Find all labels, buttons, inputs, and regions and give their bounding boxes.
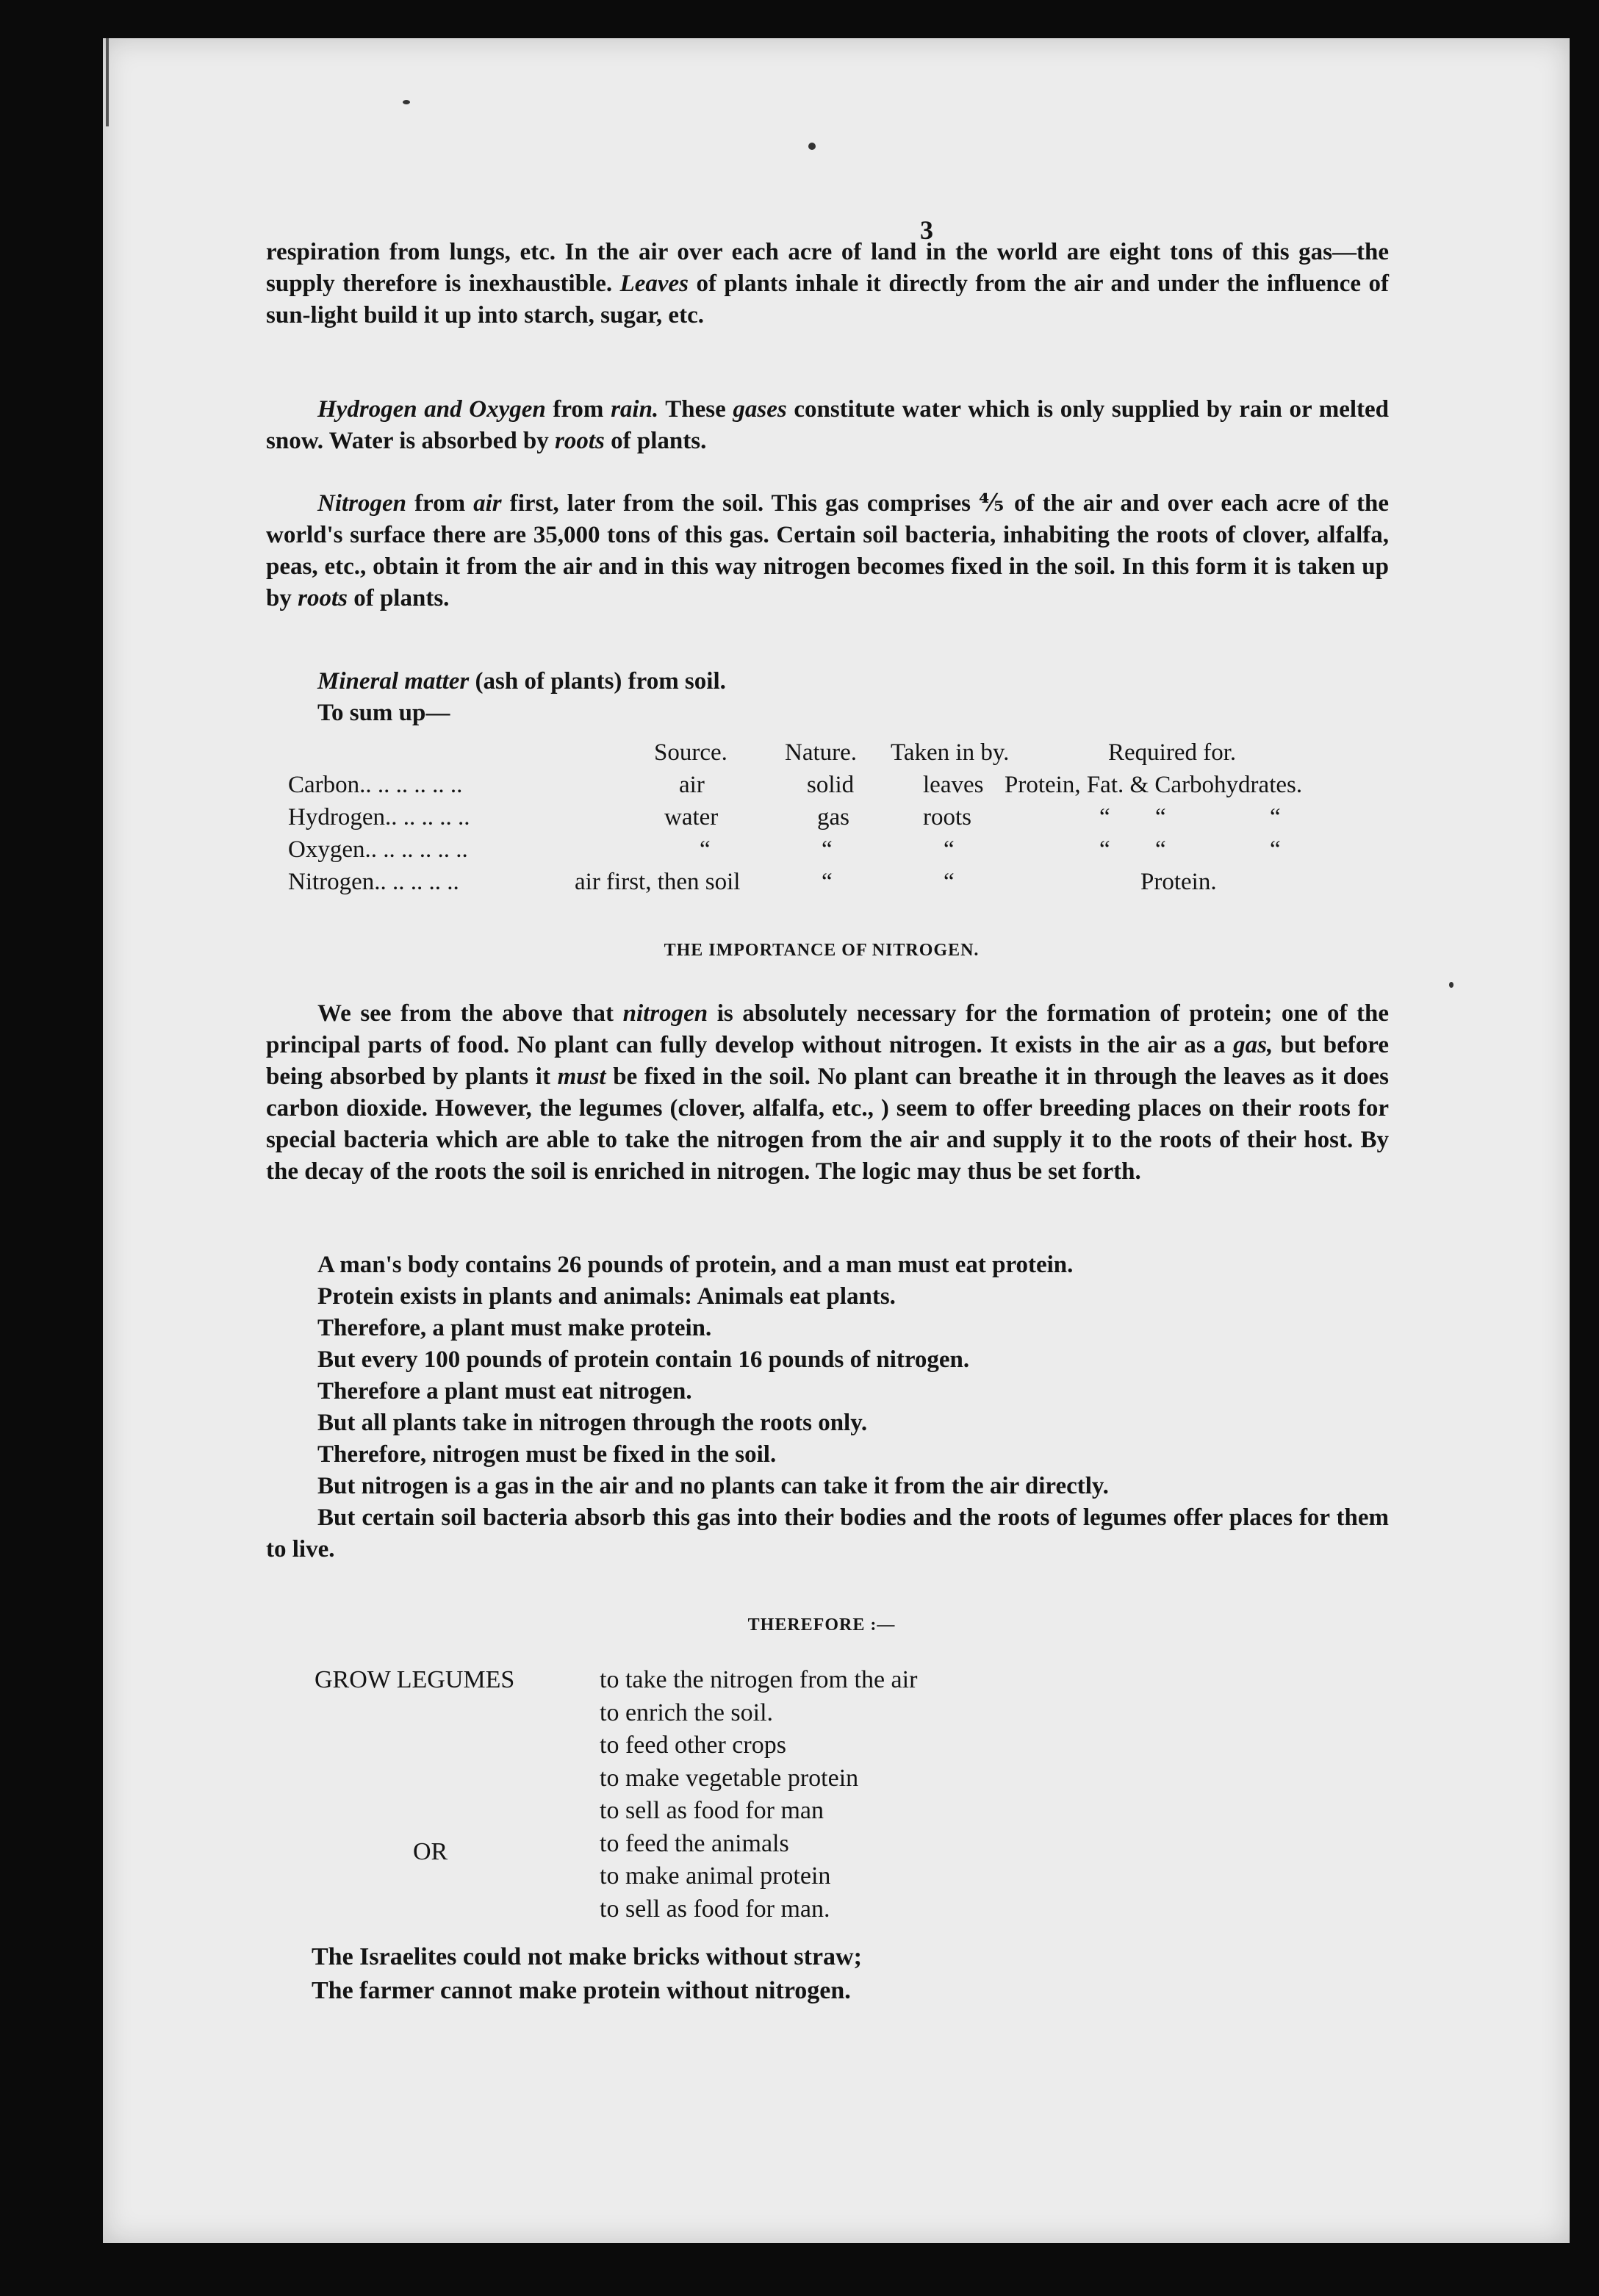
text-run: from (406, 490, 474, 517)
header-required-for: Required for. (1108, 739, 1237, 766)
list-item: to feed the animals (600, 1829, 789, 1857)
cell-element: Nitrogen.. .. .. .. .. (288, 869, 459, 895)
text-run-italic: nitrogen (622, 1000, 708, 1027)
paragraph-mineral-matter (266, 666, 1389, 729)
logic-line: Protein exists in plants and animals: Animals eat plants. (317, 1283, 896, 1310)
list-item: to sell as food for man. (600, 1895, 830, 1923)
page-number: 3 (920, 215, 933, 245)
cell-taken: leaves (923, 772, 984, 798)
section-heading-importance: THE IMPORTANCE OF NITROGEN. (664, 941, 980, 960)
paragraph-nitrogen (266, 488, 1389, 614)
section-heading-therefore: THEREFORE :— (747, 1615, 896, 1635)
table-row (288, 866, 1390, 898)
text-run-italic: Hydrogen and Oxygen (317, 396, 546, 423)
cell-element: Carbon.. .. .. .. .. .. (288, 772, 463, 798)
cell-taken: “ (944, 869, 955, 895)
list-item: to feed other crops (600, 1732, 786, 1759)
page-edge-line (106, 38, 109, 126)
text-run-italic: Leaves (619, 270, 689, 297)
text-run: but before being absorbed by plants it (266, 1032, 1389, 1090)
logic-line: A man's body contains 26 pounds of protein, and a man must eat protein. (317, 1252, 1074, 1278)
text-run-italic: roots (298, 585, 348, 611)
cell-nature: gas (817, 804, 849, 830)
text-run-italic: gases (733, 396, 787, 423)
cell-required: Protein, Fat. & Carbohydrates. (1005, 772, 1303, 798)
text-run-italic: Nitrogen (317, 490, 407, 517)
cell-nature: “ (822, 869, 833, 895)
cell-taken: roots (923, 804, 971, 830)
logic-line: But every 100 pounds of protein contain 16 pounds of nitrogen. (317, 1346, 970, 1373)
cell-required: “ (1270, 804, 1281, 830)
closing-line: The farmer cannot make protein without nitrogen. (312, 1977, 851, 2004)
logic-line: But nitrogen is a gas in the air and no plants can take it from the air directly. (317, 1473, 1109, 1499)
text-run: first, later from the soil. This gas comprises ⅘ of the air and over each acre of the world's surface there are 35,000 tons of this gas. Certain soil bacteria, inhabiting the roots of clover, alfalfa, peas, etc., obtain it from the air and in this way nitrogen becomes fixed in the soil. In this form it is taken up by (266, 490, 1389, 611)
text-run-italic: must (557, 1063, 606, 1090)
table-row (288, 833, 1390, 866)
closing-line: The Israelites could not make bricks without straw; (312, 1943, 862, 1970)
purpose-list (600, 1664, 917, 1926)
text-run-italic: roots (555, 428, 605, 454)
text-run: of plants. (604, 428, 707, 454)
list-item: to take the nitrogen from the air (600, 1666, 918, 1693)
logic-line: Therefore, a plant must make protein. (317, 1315, 712, 1341)
logic-line: But certain soil bacteria absorb this gas into their bodies and the roots of legumes offer places for them to live. (266, 1504, 1389, 1563)
list-item: to sell as food for man (600, 1797, 824, 1824)
logic-line: Therefore a plant must eat nitrogen. (317, 1378, 692, 1404)
text-run: (ash of plants) from soil. (469, 668, 726, 695)
cell-source: water (664, 804, 719, 830)
cell-required: “ (1099, 804, 1110, 830)
text-run: of plants. (347, 585, 450, 611)
closing-lines (312, 1940, 862, 2008)
cell-taken: “ (944, 836, 955, 863)
logic-line: Therefore, nitrogen must be fixed in the soil. (317, 1441, 777, 1468)
grow-legumes-lead: GROW LEGUMES (315, 1666, 515, 1693)
cell-required: “ (1155, 804, 1166, 830)
header-source: Source. (654, 739, 727, 766)
table-row (288, 801, 1390, 833)
cell-element: Hydrogen.. .. .. .. .. (288, 804, 470, 830)
text-run: respiration from lungs, etc. In the air over each acre of land in the world are eight tons of this gas—the supply therefore is inexhaustible. (266, 239, 1389, 297)
cell-source: air first, then soil (575, 869, 741, 895)
cell-required: Protein. (1140, 869, 1217, 895)
text-run: These (658, 396, 733, 423)
summary-table (288, 736, 1390, 898)
text-run: be fixed in the soil. No plant can breathe it in through the leaves as it does carbon dioxide. However, the legumes (clover, alfalfa, etc., ) seem to offer breeding places on their roots for special bacteria which are able to take the nitrogen from the air and supply it to the roots of their host. By the decay of the roots the soil is enriched in nitrogen. The logic may thus be set forth. (266, 1063, 1389, 1185)
ink-speck (808, 143, 816, 150)
sum-up-line: To sum up— (317, 700, 450, 726)
header-taken-in-by: Taken in by. (891, 739, 1010, 766)
table-row (288, 769, 1390, 801)
cell-source: “ (700, 836, 711, 863)
text-run-italic: air (473, 490, 502, 517)
table-header-row (288, 736, 1390, 769)
list-item: to make animal protein (600, 1862, 831, 1890)
cell-required: “ (1155, 836, 1166, 863)
or-label: OR (413, 1838, 448, 1865)
text-run: We see from the above that (317, 1000, 623, 1027)
cell-nature: “ (822, 836, 833, 863)
text-run-italic: rain. (611, 396, 659, 423)
cell-nature: solid (807, 772, 855, 798)
header-nature: Nature. (785, 739, 858, 766)
ink-speck (403, 100, 410, 104)
cell-element: Oxygen.. .. .. .. .. .. (288, 836, 468, 863)
text-run: constitute water which is only supplied by rain or melted snow. Water is absorbed by (266, 396, 1389, 454)
paragraph-hydrogen-oxygen (266, 394, 1389, 457)
text-run: from (545, 396, 611, 423)
ink-speck (1449, 982, 1454, 988)
text-run-italic: gas, (1233, 1032, 1273, 1058)
list-item: to make vegetable protein (600, 1764, 859, 1792)
cell-source: air (679, 772, 705, 798)
paragraph-importance (266, 998, 1389, 1188)
cell-required: “ (1270, 836, 1281, 863)
list-item: to enrich the soil. (600, 1698, 774, 1726)
logic-line: But all plants take in nitrogen through the roots only. (317, 1410, 868, 1436)
cell-required: “ (1099, 836, 1110, 863)
text-run: of plants inhale it directly from the air and under the influence of sun-light build it up into starch, sugar, etc. (266, 270, 1390, 329)
paragraph-respiration (266, 237, 1389, 331)
logic-list (266, 1249, 1389, 1565)
text-run: is absolutely necessary for the formation of protein; one of the principal parts of food. No plant can fully develop without nitrogen. It exists in the air as a (266, 1000, 1389, 1058)
text-run-italic: Mineral matter (317, 668, 470, 695)
